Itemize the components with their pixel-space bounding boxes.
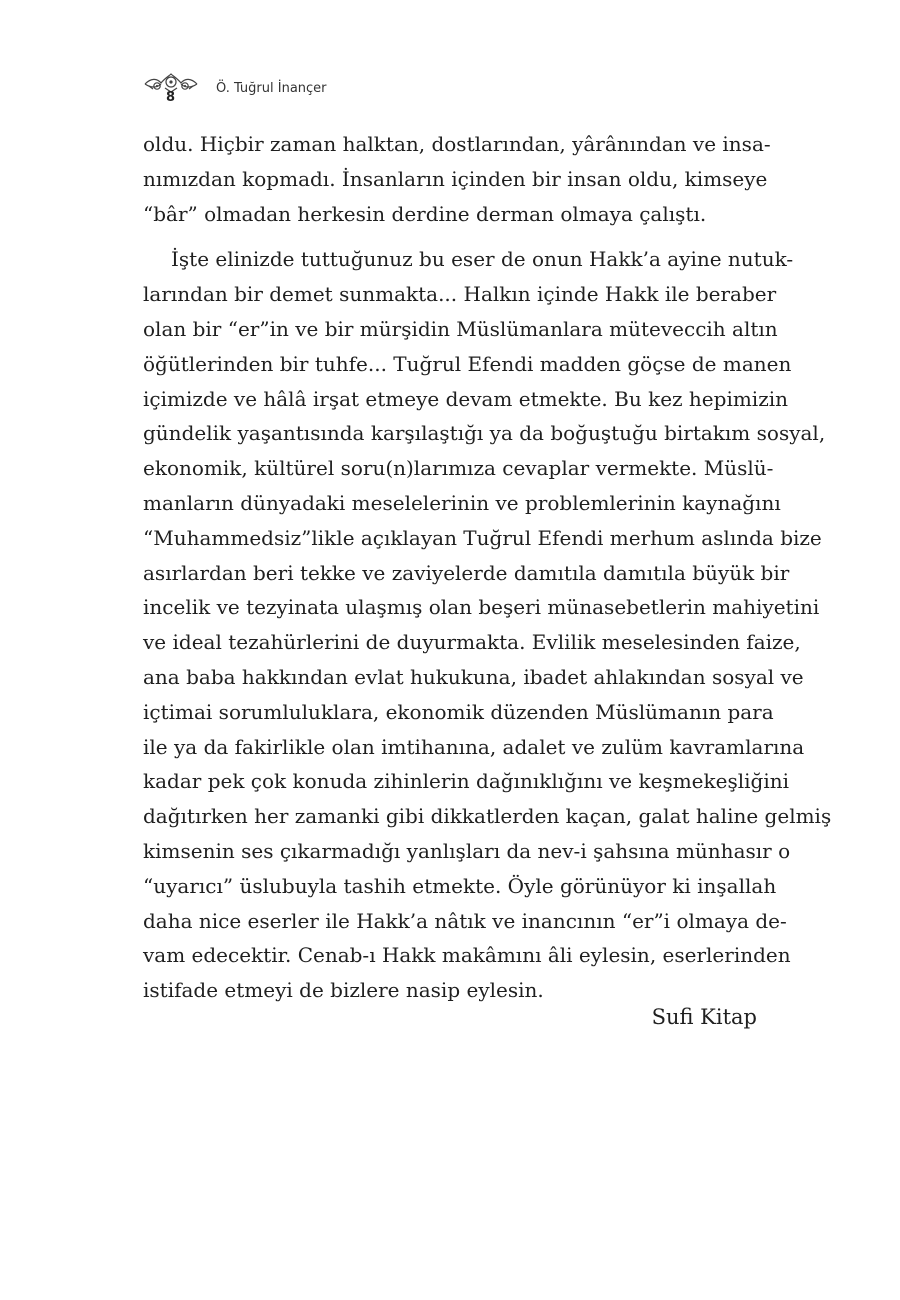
text-line: kimsenin ses çıkarmadığı yanlışları da nev-i şahsına münhasır o [143, 838, 791, 863]
signature: Sufi Kitap [651, 1005, 757, 1029]
text-line: olan bir “er”in ve bir mürşidin Müslümanlara müteveccih altın [143, 316, 778, 341]
text-line: asırlardan beri tekke ve zaviyelerde damıtıla damıtıla büyük bir [143, 560, 790, 585]
text-line: larından bir demet sunmakta... Halkın içinde Hakk ile beraber [143, 282, 777, 307]
paragraph-gap [143, 231, 757, 242]
page-header [143, 70, 443, 110]
text-line: ve ideal tezahürlerini de duyurmakta. Evlilik meselesinden faize, [143, 630, 801, 655]
text-line: daha nice eserler ile Hakk’a nâtık ve inancının “er”i olmaya de- [143, 908, 787, 933]
text-line: oldu. Hiçbir zaman halktan, dostlarından, yârânından ve insa- [143, 132, 771, 156]
text-line: “Muhammedsiz”likle açıklayan Tuğrul Efendi merhum aslında bize [143, 525, 822, 550]
text-line: ile ya da fakirlikle olan imtihanına, adalet ve zulüm kavramlarına [143, 734, 805, 759]
body-text [143, 127, 832, 1008]
text-line: kadar pek çok konuda zihinlerin dağınıklığını ve keşmekeşliğini [143, 769, 789, 794]
text-line: vam edecektir. Cenab-ı Hakk makâmını âli eylesin, eserlerinden [143, 943, 791, 968]
text-line: gündelik yaşantısında karşılaştığı ya da boğuştuğu birtakım sosyal, [143, 421, 826, 446]
running-head: Ö. Tuğrul İnançer [216, 81, 327, 96]
text-line: içtimai sorumluluklara, ekonomik düzenden Müslümanın para [143, 699, 774, 724]
text-line: istifade etmeyi de bizlere nasip eylesin. [143, 978, 544, 1003]
text-line: nımızdan kopmadı. İnsanların içinden bir insan oldu, kimseye [143, 166, 768, 191]
text-line: dağıtırken her zamanki gibi dikkatlerden kaçan, galat haline gelmiş [143, 804, 832, 829]
text-line: ekonomik, kültürel soru(n)larımıza cevaplar vermekte. Müslü- [143, 456, 774, 481]
text-line: “uyarıcı” üslubuyla tashih etmekte. Öyle görünüyor ki inşallah [143, 873, 777, 898]
paragraph [143, 242, 832, 1008]
text-line: İşte elinizde tuttuğunuz bu eser de onun Hakk’a ayine nutuk- [171, 247, 794, 272]
text-line: “bâr” olmadan herkesin derdine derman olmaya çalıştı. [143, 201, 707, 226]
text-line: ana baba hakkından evlat hukukuna, ibadet ahlakından sosyal ve [143, 664, 804, 689]
page-number: 8 [166, 90, 176, 105]
text-line: öğütlerinden bir tuhfe... Tuğrul Efendi madden göçse de manen [143, 351, 792, 376]
paragraph [143, 127, 771, 231]
text-line: incelik ve tezyinata ulaşmış olan beşeri münasebetlerin mahiyetini [143, 595, 820, 620]
text-line: manların dünyadaki meselelerinin ve problemlerinin kaynağını [143, 490, 781, 515]
text-line: içimizde ve hâlâ irşat etmeye devam etmekte. Bu kez hepimizin [143, 386, 789, 411]
